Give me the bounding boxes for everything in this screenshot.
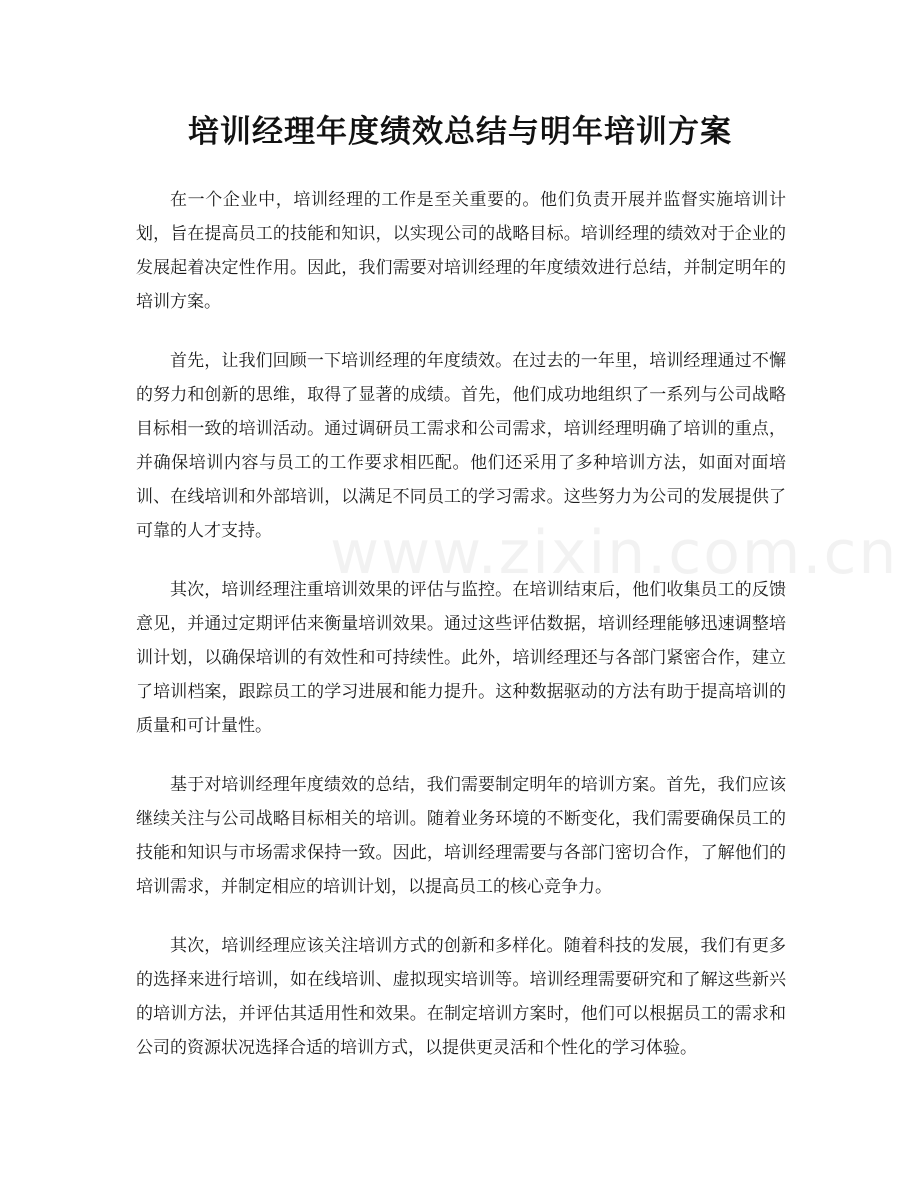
paragraph-5: 其次，培训经理应该关注培训方式的创新和多样化。随着科技的发展，我们有更多的选择来进行培训，如在线培训、虚拟现实培训等。培训经理需要研究和了解这些新兴的培训方法，并评估其适用性和效果。在制定培训方案时，他们可以根据员工的需求和公司的资源状况选择合适的培训方式，以提供更灵活和个性化的学习体验。 (136, 936, 786, 1058)
paragraph-2: 首先，让我们回顾一下培训经理的年度绩效。在过去的一年里，培训经理通过不懈的努力和创新的思维，取得了显著的成绩。首先，他们成功地组织了一系列与公司战略目标相一致的培训活动。通过调研员工需求和公司需求，培训经理明确了培训的重点，并确保培训内容与员工的工作要求相匹配。他们还采用了多种培训方法，如面对面培训、在线培训和外部培训，以满足不同员工的学习需求。这些努力为公司的发展提供了可靠的人才支持。 (136, 351, 786, 541)
document-title: 培训经理年度绩效总结与明年培训方案 (188, 114, 732, 150)
document-body (136, 183, 786, 1090)
paragraph-1: 在一个企业中，培训经理的工作是至关重要的。他们负责开展并监督实施培训计划，旨在提高员工的技能和知识，以实现公司的战略目标。培训经理的绩效对于企业的发展起着决定性作用。因此，我们需要对培训经理的年度绩效进行总结，并制定明年的培训方案。 (136, 190, 786, 312)
watermark: www.zixin.com.cn (330, 518, 899, 588)
paragraph-4: 基于对培训经理年度绩效的总结，我们需要制定明年的培训方案。首先，我们应该继续关注与公司战略目标相关的培训。随着业务环境的不断变化，我们需要确保员工的技能和知识与市场需求保持一致。因此，培训经理需要与各部门密切合作，了解他们的培训需求，并制定相应的培训计划，以提高员工的核心竞争力。 (136, 775, 786, 897)
paragraph-3: 其次，培训经理注重培训效果的评估与监控。在培训结束后，他们收集员工的反馈意见，并通过定期评估来衡量培训效果。通过这些评估数据，培训经理能够迅速调整培训计划，以确保培训的有效性和可持续性。此外，培训经理还与各部门紧密合作，建立了培训档案，跟踪员工的学习进展和能力提升。这种数据驱动的方法有助于提高培训的质量和可计量性。 (136, 580, 786, 736)
